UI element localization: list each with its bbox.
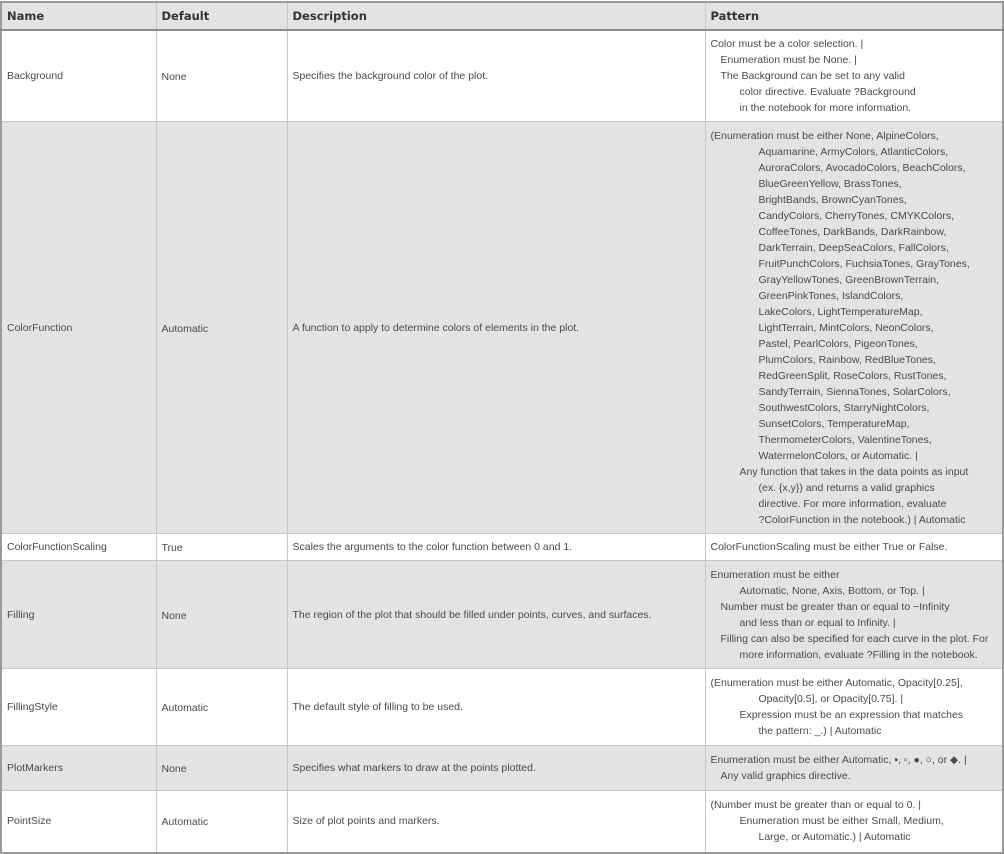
option-description: Scales the arguments to the color function between 0 and 1. — [287, 534, 705, 561]
table-row — [1, 30, 1003, 122]
option-name: ColorFunction — [1, 122, 156, 534]
pattern-line: SandyTerrain, SiennaTones, SolarColors, — [758, 385, 951, 398]
pattern-line: Any function that takes in the data points as input — [739, 465, 969, 478]
pattern-line: Aquamarine, ArmyColors, AtlanticColors, — [758, 145, 949, 158]
pattern-line: BrightBands, BrownCyanTones, — [758, 193, 907, 206]
pattern-line: directive. For more information, evaluate — [758, 497, 947, 510]
pattern-line: CoffeeTones, DarkBands, DarkRainbow, — [758, 225, 947, 238]
option-description: The default style of filling to be used. — [287, 669, 705, 746]
table-row — [1, 669, 1003, 746]
pattern-line: (Enumeration must be either None, AlpineColors, — [710, 129, 939, 142]
pattern-line: CandyColors, CherryTones, CMYKColors, — [758, 209, 954, 222]
pattern-line: AuroraColors, AvocadoColors, BeachColors, — [758, 161, 966, 174]
option-pattern — [705, 669, 1003, 746]
pattern-line: the pattern: _.) | Automatic — [758, 725, 882, 737]
table-row — [1, 561, 1003, 669]
pattern-line: ColorFunctionScaling must be either True or False. — [710, 541, 948, 553]
pattern-line: Enumeration must be either Small, Medium, — [739, 815, 944, 828]
table-row — [1, 746, 1003, 791]
pattern-line: PlumColors, Rainbow, RedBlueTones, — [758, 353, 936, 366]
option-name: Filling — [1, 561, 156, 669]
pattern-line: Enumeration must be None. | — [720, 54, 857, 66]
pattern-line: Automatic, None, Axis, Bottom, or Top. | — [739, 584, 925, 597]
pattern-line: more information, evaluate ?Filling in the notebook. — [739, 648, 978, 661]
column-header-pattern[interactable]: Pattern — [705, 2, 1003, 30]
option-description: Size of plot points and markers. — [287, 791, 705, 853]
pattern-line: (Enumeration must be either Automatic, Opacity[0.25], — [710, 677, 963, 689]
options-table — [0, 1, 1004, 854]
pattern-line: FruitPunchColors, FuchsiaTones, GrayTones, — [758, 257, 970, 270]
pattern-line: Pastel, PearlColors, PigeonTones, — [758, 337, 918, 350]
pattern-line: ThermometerColors, ValentineTones, — [758, 433, 932, 446]
option-pattern — [705, 791, 1003, 853]
option-description: The region of the plot that should be filled under points, curves, and surfaces. — [287, 561, 705, 669]
option-description: Specifies what markers to draw at the points plotted. — [287, 746, 705, 791]
table-row — [1, 791, 1003, 853]
option-description: A function to apply to determine colors of elements in the plot. — [287, 122, 705, 534]
option-name: PointSize — [1, 791, 156, 853]
pattern-line: LightTerrain, MintColors, NeonColors, — [758, 321, 934, 334]
pattern-line: (ex. {x,y}) and returns a valid graphics — [758, 481, 935, 494]
option-name: FillingStyle — [1, 669, 156, 746]
option-name: PlotMarkers — [1, 746, 156, 791]
option-pattern — [705, 561, 1003, 669]
option-name: Background — [1, 30, 156, 122]
option-default: Automatic — [156, 669, 287, 746]
pattern-line: in the notebook for more information. — [739, 102, 912, 114]
option-description: Specifies the background color of the plot. — [287, 30, 705, 122]
pattern-line: Enumeration must be either — [710, 568, 840, 581]
option-default: True — [156, 534, 287, 561]
option-pattern — [705, 30, 1003, 122]
option-default: Automatic — [156, 791, 287, 853]
pattern-line: LakeColors, LightTemperatureMap, — [758, 305, 923, 318]
pattern-line: BlueGreenYellow, BrassTones, — [758, 177, 902, 190]
option-pattern — [705, 746, 1003, 791]
pattern-line: Opacity[0.5], or Opacity[0.75]. | — [758, 693, 904, 705]
pattern-line: Large, or Automatic.) | Automatic — [758, 831, 911, 844]
column-header-description[interactable]: Description — [287, 2, 705, 30]
pattern-line: GrayYellowTones, GreenBrownTerrain, — [758, 273, 940, 286]
pattern-line: SunsetColors, TemperatureMap, — [758, 417, 910, 430]
pattern-line: (Number must be greater than or equal to 0. | — [710, 799, 922, 812]
option-default: None — [156, 746, 287, 791]
pattern-line: DarkTerrain, DeepSeaColors, FallColors, — [758, 241, 949, 254]
table-row — [1, 534, 1003, 561]
option-pattern — [705, 534, 1003, 561]
pattern-line: Filling can also be specified for each curve in the plot. For — [720, 632, 989, 645]
pattern-line: Number must be greater than or equal to −Infinity — [720, 600, 950, 613]
pattern-line: Expression must be an expression that matches — [739, 709, 964, 721]
pattern-line: ?ColorFunction in the notebook.) | Automatic — [758, 513, 966, 526]
option-default: Automatic — [156, 122, 287, 534]
pattern-line: RedGreenSplit, RoseColors, RustTones, — [758, 369, 947, 382]
pattern-line: GreenPinkTones, IslandColors, — [758, 289, 904, 302]
pattern-line: The Background can be set to any valid — [720, 70, 905, 82]
table-row — [1, 122, 1003, 534]
pattern-line: Any valid graphics directive. — [720, 770, 851, 782]
column-header-default[interactable]: Default — [156, 2, 287, 30]
header-row — [1, 2, 1003, 30]
pattern-line: color directive. Evaluate ?Background — [739, 86, 916, 98]
option-name: ColorFunctionScaling — [1, 534, 156, 561]
pattern-line: and less than or equal to Infinity. | — [739, 616, 896, 629]
option-pattern — [705, 122, 1003, 534]
option-default: None — [156, 561, 287, 669]
pattern-line: SouthwestColors, StarryNightColors, — [758, 401, 930, 414]
column-header-name[interactable]: Name — [1, 2, 156, 30]
option-default: None — [156, 30, 287, 122]
pattern-line: Enumeration must be either Automatic, ▪, ▫, ●, ○, or ◆. | — [710, 754, 967, 766]
pattern-line: WatermelonColors, or Automatic. | — [758, 449, 918, 462]
pattern-line: Color must be a color selection. | — [710, 38, 864, 50]
